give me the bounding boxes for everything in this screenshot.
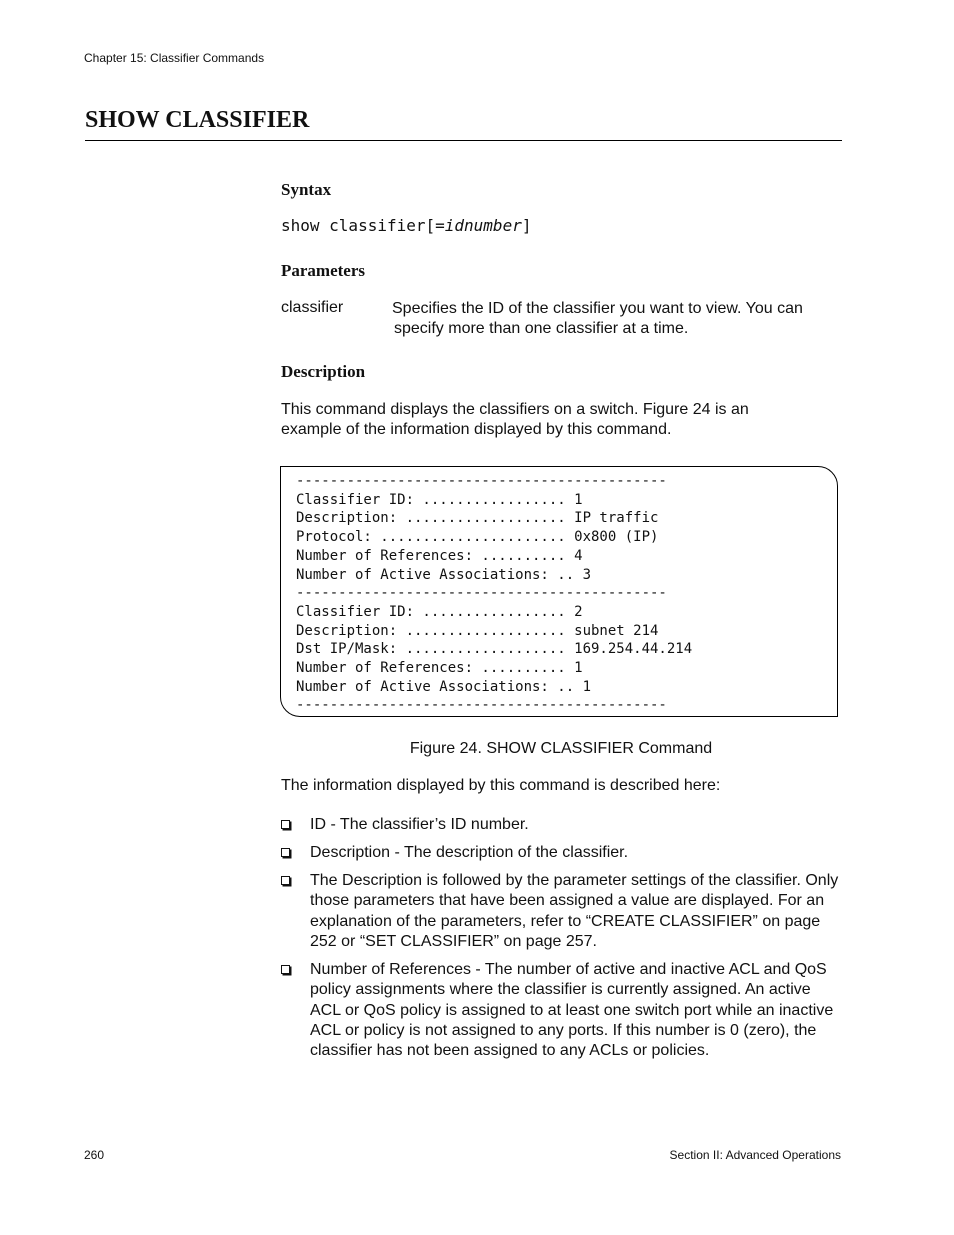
list-item-text: ID - The classifier’s ID number. — [310, 816, 529, 833]
code-line: -------------------------------------------- — [296, 473, 667, 489]
running-footer: Section II: Advanced Operations — [669, 1148, 841, 1162]
syntax-prefix: show classifier[= — [281, 216, 445, 235]
code-line: Classifier ID: ................. 1 — [296, 491, 583, 508]
list-item-text: The Description is followed by the parameter settings of the classifier. Only those parameters that have been assigned a value are displayed. For an explanation of the parameters, refer to “CREATE CLASSIFIER” on page 252 or “SET CLASSIFIER” on page 257. — [310, 872, 839, 950]
intro-text: The information displayed by this command is described here: — [281, 777, 721, 794]
code-line: Number of References: .......... 4 — [296, 547, 583, 564]
checkbox-bullet-icon — [281, 965, 290, 974]
parameter-name: classifier — [281, 299, 344, 316]
checkbox-bullet-icon — [281, 876, 290, 885]
parameter-description-line: specify more than one classifier at a time. — [394, 320, 689, 337]
syntax-command — [281, 216, 531, 235]
list-item-text: Description - The description of the classifier. — [310, 844, 629, 861]
description-heading: Description — [281, 362, 366, 381]
code-line: Classifier ID: ................. 2 — [296, 603, 583, 620]
code-line: Number of Active Associations: .. 3 — [296, 566, 592, 583]
parameter-description-line: Specifies the ID of the classifier you want to view. You can — [392, 300, 803, 317]
code-line: Dst IP/Mask: ................... 169.254.44.214 — [296, 641, 693, 658]
parameter-description — [392, 299, 842, 339]
code-output — [296, 472, 692, 715]
syntax-argument: idnumber — [444, 216, 522, 235]
code-line: Description: ................... IP traffic — [296, 510, 659, 527]
description-text: This command displays the classifiers on a switch. Figure 24 is an example of the information displayed by this command. — [281, 401, 749, 438]
page-title: SHOW CLASSIFIER — [85, 107, 310, 133]
list-item-text: Number of References - The number of active and inactive ACL and QoS policy assignments where the classifier is currently assigned. An active ACL or QoS policy is assigned to at least one switch port while an inactive ACL or policy is not assigned to any ports. If this number is 0 (zero), the classifier has not been assigned to any ACLs or policies. — [310, 961, 834, 1060]
running-header: Chapter 15: Classifier Commands — [84, 51, 265, 65]
checkbox-bullet-icon — [281, 820, 290, 829]
checkbox-bullet-icon — [281, 848, 290, 857]
syntax-heading: Syntax — [281, 180, 332, 199]
page-number: 260 — [84, 1148, 105, 1162]
code-line: Description: ................... subnet 214 — [296, 622, 659, 639]
syntax-suffix: ] — [521, 216, 532, 235]
figure-caption: Figure 24. SHOW CLASSIFIER Command — [409, 740, 713, 757]
code-line: -------------------------------------------- — [296, 585, 667, 602]
code-line: Number of References: .......... 1 — [296, 660, 583, 677]
code-line: Number of Active Associations: .. 1 — [296, 678, 592, 695]
title-rule — [85, 140, 842, 141]
code-line: Protocol: ...................... 0x800 (IP) — [296, 529, 659, 546]
code-line: -------------------------------------------- — [296, 697, 667, 714]
parameters-heading: Parameters — [281, 261, 366, 280]
